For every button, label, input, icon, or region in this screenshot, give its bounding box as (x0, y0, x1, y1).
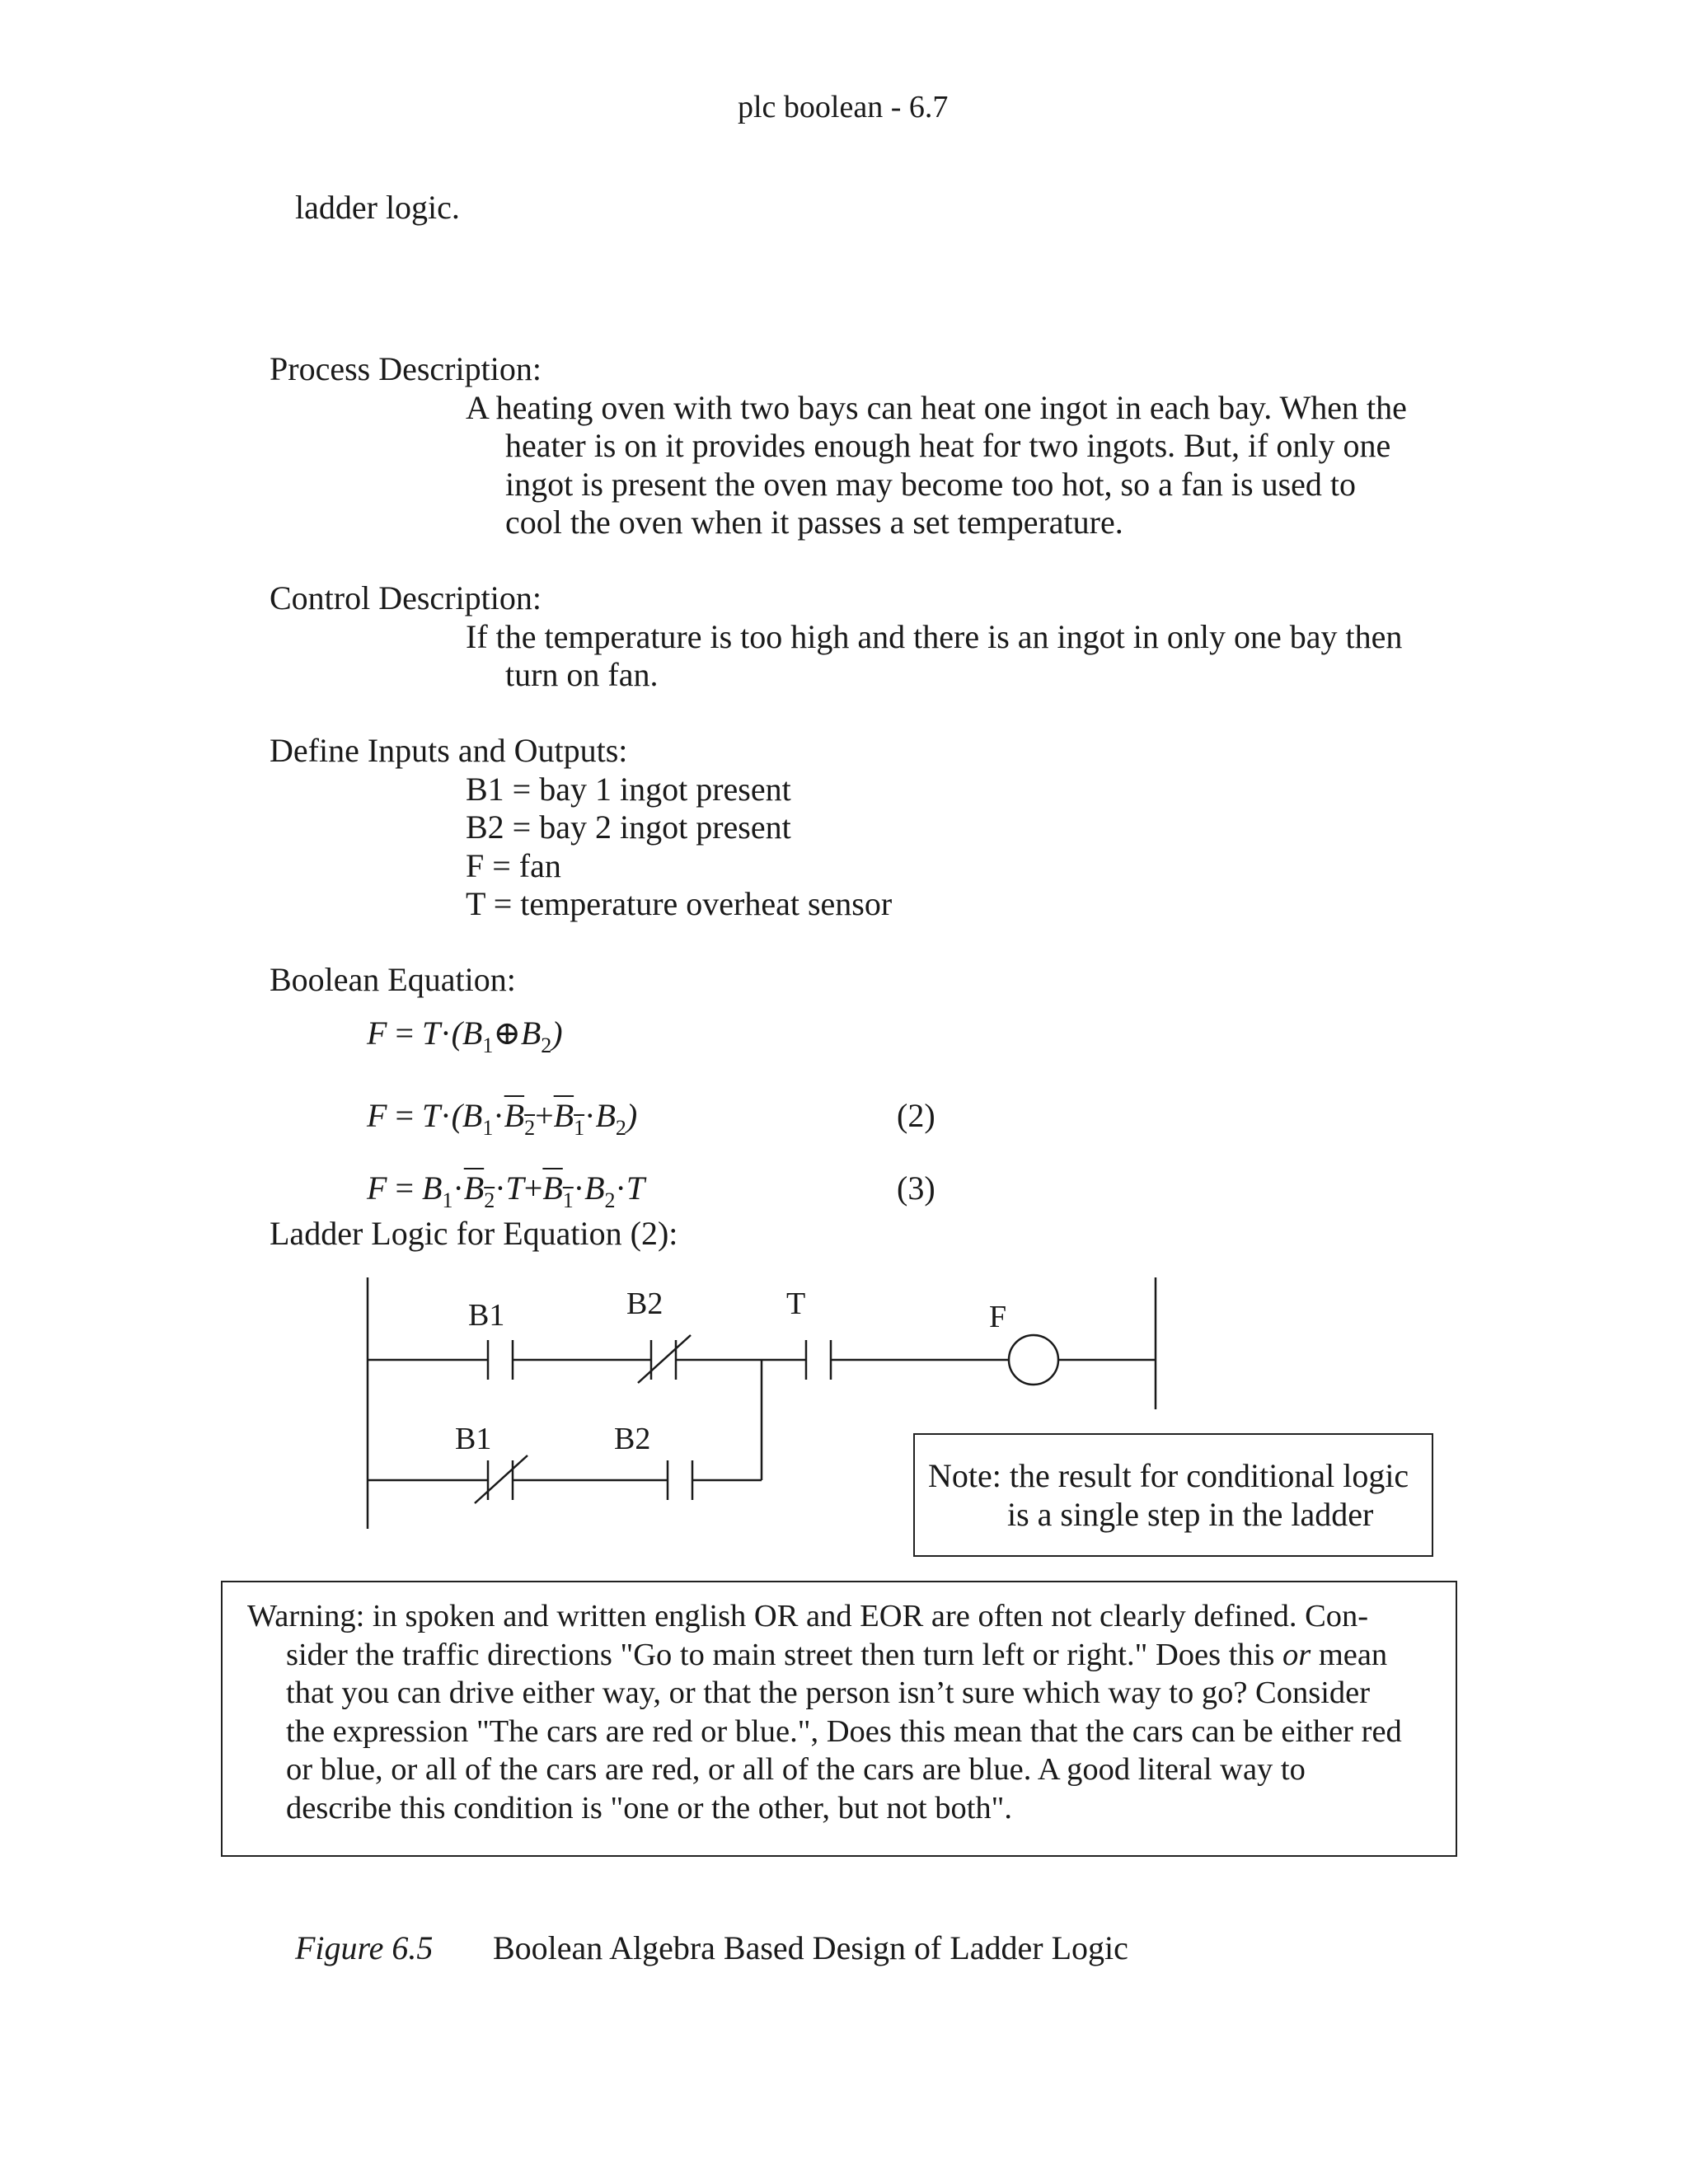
label-rung1-t: T (786, 1286, 806, 1321)
intro-fragment: ladder logic. (295, 189, 460, 226)
process-line: A heating oven with two bays can heat one ingot in each bay. When the (466, 389, 1407, 426)
boolean-heading: Boolean Equation: (270, 961, 516, 998)
label-rung1-b2: B2 (626, 1286, 663, 1321)
figure-label: Figure 6.5 (295, 1929, 434, 1966)
io-item: B2 = bay 2 ingot present (466, 808, 791, 846)
label-output-f: F (989, 1300, 1007, 1334)
process-heading: Process Description: (270, 350, 542, 387)
warning-line: Warning: in spoken and written english OR and EOR are often not clearly defined. Con- (247, 1599, 1369, 1633)
ladder-heading: Ladder Logic for Equation (2): (270, 1215, 678, 1252)
label-rung1-b1: B1 (468, 1298, 505, 1333)
equation-1: $F = T\cdot(B_1\oplus B_2)$ (367, 1015, 563, 1057)
equation-3: $F = B_1\cdot B_2\cdot T+B_1\cdot B_2\cdot T$ (367, 1169, 645, 1212)
rung2-contact-b2-no (668, 1460, 692, 1500)
io-item: T = temperature overheat sensor (466, 885, 893, 922)
label-rung2-b2: B2 (614, 1422, 651, 1456)
warning-line: or blue, or all of the cars are red, or all of the cars are blue. A good literal way to (286, 1752, 1306, 1787)
io-heading: Define Inputs and Outputs: (270, 732, 628, 769)
output-coil-f (1009, 1335, 1058, 1385)
equation-number-2: (2) (897, 1097, 935, 1134)
equation-number-3: (3) (897, 1169, 935, 1207)
rung1-contact-b1-no (488, 1340, 513, 1380)
process-line: cool the oven when it passes a set temperature. (505, 504, 1123, 541)
equation-2: $F = T\cdot(B_1\cdot B_2+B_1\cdot B_2)$ (367, 1097, 638, 1140)
process-line: heater is on it provides enough heat for two ingots. But, if only one (505, 427, 1391, 464)
warning-line: describe this condition is "one or the other, but not both". (286, 1791, 1013, 1825)
warning-line: sider the traffic directions "Go to main street then turn left or right." Does this or mean (286, 1638, 1388, 1672)
control-line: If the temperature is too high and there is an ingot in only one bay then (466, 618, 1403, 655)
control-heading: Control Description: (270, 579, 542, 616)
rung1-contact-t-no (806, 1340, 831, 1380)
warning-line: that you can drive either way, or that the person isn’t sure which way to go? Consider (286, 1675, 1371, 1710)
warning-emphasis: or (1282, 1638, 1311, 1672)
note-line: is a single step in the ladder (1007, 1496, 1374, 1533)
process-line: ingot is present the oven may become too hot, so a fan is used to (505, 466, 1357, 503)
figure-caption: Boolean Algebra Based Design of Ladder Logic (493, 1929, 1128, 1966)
io-item: B1 = bay 1 ingot present (466, 771, 791, 808)
control-line: turn on fan. (505, 656, 659, 693)
label-rung2-b1: B1 (455, 1422, 492, 1456)
running-header: plc boolean - 6.7 (738, 90, 949, 124)
io-item: F = fan (466, 847, 561, 884)
note-line: Note: the result for conditional logic (928, 1457, 1409, 1494)
warning-line: the expression "The cars are red or blue.", Does this mean that the cars can be either red (286, 1714, 1402, 1749)
